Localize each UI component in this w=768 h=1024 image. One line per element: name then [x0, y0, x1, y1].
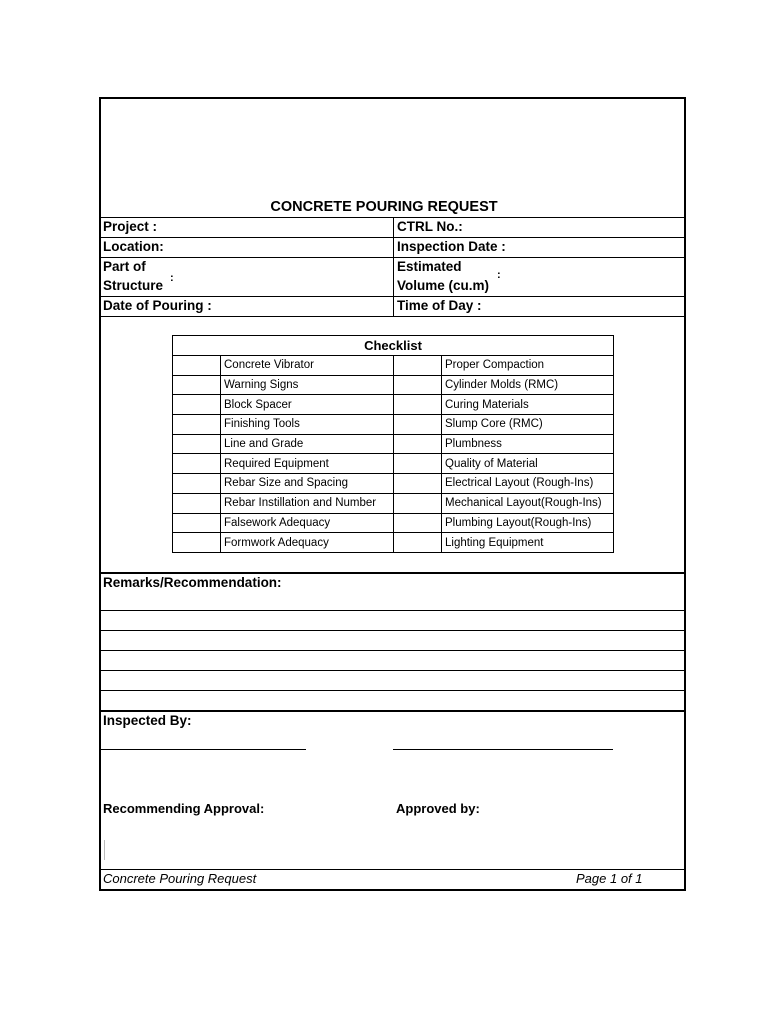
checklist-row	[173, 474, 614, 494]
faint-mark	[104, 840, 105, 860]
footer-page-number: Page 1 of 1	[576, 871, 643, 886]
checklist-item: Proper Compaction	[442, 356, 614, 376]
checklist-item: Quality of Material	[442, 454, 614, 474]
checklist-item: Rebar Instillation and Number	[221, 493, 394, 513]
checklist-item: Lighting Equipment	[442, 533, 614, 553]
checklist-checkbox[interactable]	[173, 454, 221, 474]
checklist-checkbox[interactable]	[394, 375, 442, 395]
checklist-item: Plumbness	[442, 434, 614, 454]
checklist-row	[173, 454, 614, 474]
checklist-row	[173, 356, 614, 376]
checklist-checkbox[interactable]	[394, 356, 442, 376]
checklist-checkbox[interactable]	[394, 493, 442, 513]
divider	[99, 316, 686, 317]
section-divider	[99, 710, 686, 712]
project-label: Project :	[103, 219, 158, 234]
divider	[393, 217, 394, 316]
checklist-checkbox[interactable]	[173, 493, 221, 513]
checklist-item: Concrete Vibrator	[221, 356, 394, 376]
checklist-row	[173, 533, 614, 553]
form-title: CONCRETE POURING REQUEST	[270, 199, 498, 215]
volume-colon: :	[497, 269, 501, 281]
approved-by-label: Approved by:	[396, 801, 480, 816]
checklist-checkbox[interactable]	[394, 415, 442, 435]
footer-title: Concrete Pouring Request	[103, 871, 257, 886]
checklist-item: Falsework Adequacy	[221, 513, 394, 533]
checklist-row	[173, 513, 614, 533]
checklist-checkbox[interactable]	[394, 474, 442, 494]
checklist-checkbox[interactable]	[173, 395, 221, 415]
location-label: Location:	[103, 239, 164, 254]
checklist-header: Checklist	[173, 336, 614, 356]
remarks-label: Remarks/Recommendation:	[103, 575, 282, 590]
checklist-checkbox[interactable]	[173, 415, 221, 435]
checklist-row	[173, 493, 614, 513]
section-divider	[99, 572, 686, 574]
checklist-item: Block Spacer	[221, 395, 394, 415]
checklist-item: Curing Materials	[442, 395, 614, 415]
checklist-row	[173, 415, 614, 435]
recommending-approval-label: Recommending Approval:	[103, 801, 265, 816]
structure-label: Structure	[103, 278, 164, 293]
checklist-row	[173, 375, 614, 395]
checklist-row	[173, 434, 614, 454]
checklist-item: Slump Core (RMC)	[442, 415, 614, 435]
checklist-checkbox[interactable]	[394, 434, 442, 454]
checklist-row	[173, 395, 614, 415]
checklist-checkbox[interactable]	[394, 454, 442, 474]
checklist-checkbox[interactable]	[173, 375, 221, 395]
checklist-item: Rebar Size and Spacing	[221, 474, 394, 494]
estimated-label: Estimated	[397, 259, 462, 274]
remarks-line[interactable]	[99, 630, 686, 631]
checklist-checkbox[interactable]	[394, 533, 442, 553]
checklist-checkbox[interactable]	[394, 395, 442, 415]
volume-label: Volume (cu.m)	[397, 278, 490, 293]
checklist-checkbox[interactable]	[173, 513, 221, 533]
date-of-pouring-label: Date of Pouring :	[103, 298, 212, 313]
checklist-item: Warning Signs	[221, 375, 394, 395]
checklist-item: Finishing Tools	[221, 415, 394, 435]
inspected-by-label: Inspected By:	[103, 713, 192, 728]
footer-divider	[99, 869, 686, 870]
checklist-item: Line and Grade	[221, 434, 394, 454]
checklist-item: Electrical Layout (Rough-Ins)	[442, 474, 614, 494]
structure-colon: :	[170, 272, 174, 284]
part-of-label: Part of	[103, 259, 146, 274]
remarks-line[interactable]	[99, 650, 686, 651]
checklist-item: Formwork Adequacy	[221, 533, 394, 553]
remarks-line[interactable]	[99, 670, 686, 671]
remarks-line[interactable]	[99, 690, 686, 691]
signature-line-right[interactable]	[393, 749, 613, 750]
inspection-date-label: Inspection Date :	[397, 239, 506, 254]
checklist-item: Mechanical Layout(Rough-Ins)	[442, 493, 614, 513]
checklist-checkbox[interactable]	[173, 356, 221, 376]
checklist-checkbox[interactable]	[394, 513, 442, 533]
checklist-checkbox[interactable]	[173, 533, 221, 553]
checklist-item: Plumbing Layout(Rough-Ins)	[442, 513, 614, 533]
checklist-item: Cylinder Molds (RMC)	[442, 375, 614, 395]
ctrl-no-label: CTRL No.:	[397, 219, 463, 234]
signature-line-left[interactable]	[101, 749, 306, 750]
checklist-checkbox[interactable]	[173, 434, 221, 454]
checklist-table	[172, 335, 614, 553]
checklist-item: Required Equipment	[221, 454, 394, 474]
checklist-checkbox[interactable]	[173, 474, 221, 494]
remarks-line[interactable]	[99, 610, 686, 611]
time-of-day-label: Time of Day :	[397, 298, 482, 313]
